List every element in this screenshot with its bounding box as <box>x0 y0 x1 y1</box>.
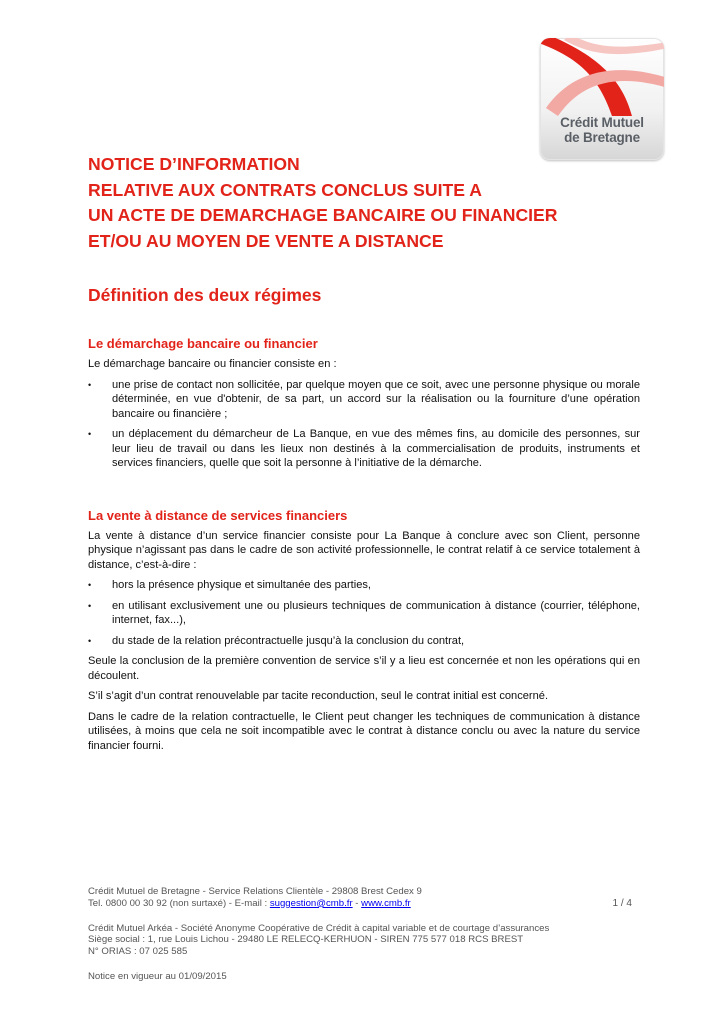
bank-logo <box>540 38 664 160</box>
email-link[interactable]: suggestion@cmb.fr <box>269 897 353 909</box>
section-demarchage-intro: Le démarchage bancaire ou financier consiste en : <box>88 358 337 370</box>
website-link[interactable]: www.cmb.fr <box>361 897 411 909</box>
title-line-2: RELATIVE AUX CONTRATS CONCLUS SUITE A <box>88 179 482 200</box>
bank-name-line-2: de Bretagne <box>564 130 640 145</box>
list-item <box>88 427 640 471</box>
section-vente-distance-heading: La vente à distance de services financiers <box>88 507 348 523</box>
bullet-icon: • <box>88 379 92 390</box>
section-demarchage-heading: Le démarchage bancaire ou financier <box>88 336 318 351</box>
notice-date: Notice en vigueur au 01/09/2015 <box>88 970 227 982</box>
document-title <box>88 152 648 254</box>
section-vente-distance <box>88 508 640 754</box>
footer-contact <box>88 886 648 910</box>
footer-address: Crédit Mutuel de Bretagne - Service Relations Clientèle - 29808 Brest Cedex 9 <box>88 886 422 897</box>
bullet-icon: • <box>88 635 92 646</box>
title-line-3: UN ACTE DE DEMARCHAGE BANCAIRE OU FINANCIER <box>88 205 558 225</box>
section-demarchage-list <box>88 378 640 471</box>
bank-name <box>540 115 664 145</box>
footer-contact-line <box>88 898 648 910</box>
section-demarchage <box>88 336 640 471</box>
paragraph: Seule la conclusion de la première convention de service s’il y a lieu est concernée et non les opérations qui en découlent. <box>88 655 640 682</box>
section-vente-distance-intro: La vente à distance d’un service financier consiste pour La Banque à conclure avec son Client, personne physique n’agissant pas dans le cadre de son activité professionnelle, le contrat relatif à ce service totalement à distance, c’est-à-dire : <box>88 529 640 571</box>
list-item <box>88 578 640 593</box>
list-item-text: hors la présence physique et simultanée des parties, <box>112 579 372 591</box>
title-line-4: ET/OU AU MOYEN DE VENTE A DISTANCE <box>88 230 444 251</box>
footer-legal-line-2: Siège social : 1, rue Louis Lichou - 29480 LE RELECQ-KERHUON - SIREN 775 577 018 RCS BREST <box>88 934 524 946</box>
footer-phone: Tel. 0800 00 30 92 (non surtaxé) - E-mail : <box>88 897 270 909</box>
bullet-icon: • <box>88 429 92 439</box>
list-item <box>88 599 640 628</box>
section-vente-distance-list <box>88 578 640 648</box>
list-item <box>88 634 640 649</box>
paragraph: S’il s’agit d’un contrat renouvelable par tacite reconduction, seul le contrat initial est concerné. <box>88 690 549 702</box>
footer <box>88 886 648 983</box>
logo-swoosh-icon <box>540 38 664 118</box>
list-item-text: du stade de la relation précontractuelle jusqu’à la conclusion du contrat, <box>112 634 465 647</box>
page-number: 1 / 4 <box>612 898 632 909</box>
list-item-text: en utilisant exclusivement une ou plusieurs techniques de communication à distance (courrier, téléphone, internet, fax...), <box>112 599 640 626</box>
bullet-icon: • <box>88 600 92 611</box>
list-item <box>88 378 640 422</box>
bullet-icon: • <box>88 580 92 590</box>
footer-separator: - <box>352 897 362 909</box>
document-body <box>88 336 640 759</box>
section-title: Définition des deux régimes <box>88 285 322 305</box>
title-line-1: NOTICE D’INFORMATION <box>88 154 300 174</box>
footer-legal-line-3: N° ORIAS : 07 025 585 <box>88 946 188 958</box>
paragraph: Dans le cadre de la relation contractuelle, le Client peut changer les techniques de communication à distance utilisées, à moins que cela ne soit incompatible avec le contrat à distance conclu ou avec la nature du service financier fourni. <box>88 710 640 752</box>
list-item-text: un déplacement du démarcheur de La Banque, en vue des mêmes fins, au domicile des personnes, sur leur lieu de travail ou dans les lieux non destinés à la commercialisation de produits, instruments et services financiers, quelle que soit la personne à l’initiative de la démarche. <box>112 428 640 469</box>
footer-legal-line-1: Crédit Mutuel Arkéa - Société Anonyme Coopérative de Crédit à capital variable et de courtage d’assurances <box>88 922 550 934</box>
list-item-text: une prise de contact non sollicitée, par quelque moyen que ce soit, avec une personne physique ou morale déterminée, en vue d'obtenir, de sa part, un accord sur la réalisation ou la fourniture d’une opération bancaire ou financière ; <box>112 378 640 420</box>
bank-name-line-1: Crédit Mutuel <box>560 115 644 130</box>
footer-legal <box>88 923 648 958</box>
